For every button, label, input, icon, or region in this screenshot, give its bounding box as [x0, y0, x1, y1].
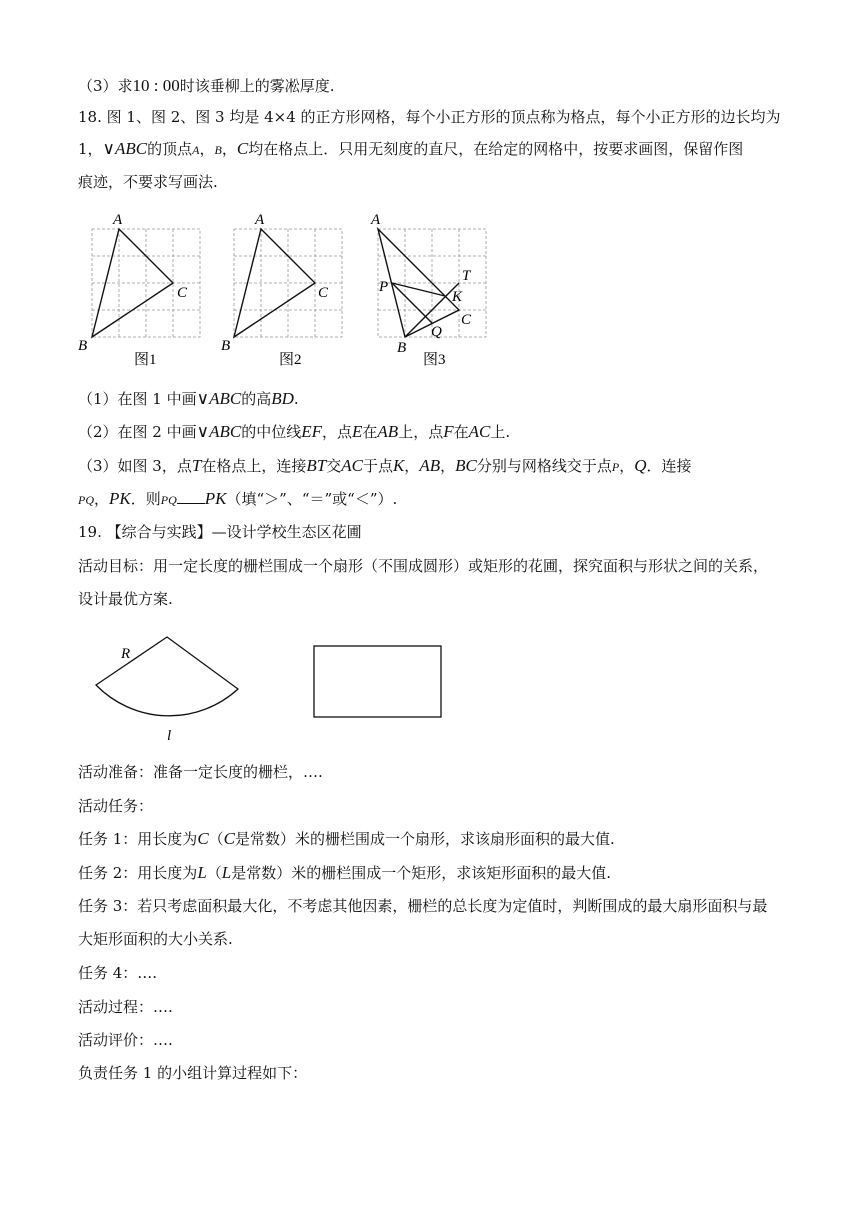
shapes-figure	[90, 632, 450, 744]
label-a: A	[371, 212, 381, 228]
label-t: T	[462, 268, 471, 284]
activity-prep: 活动准备：准备一定长度的栅栏，….	[78, 763, 323, 781]
line-pq	[392, 283, 432, 323]
label-c: C	[318, 285, 329, 301]
caption-fig3: 图3	[423, 352, 446, 368]
label-radius: R	[121, 646, 131, 662]
label-b: B	[78, 338, 88, 354]
part-3-line2: PQ，PK．则PQ PK（填“＞”、“＝”或“＜”）.	[78, 489, 398, 508]
question-18-line1: 18. 图 1、图 2、图 3 均是 4×4 的正方形网格，每个小正方形的顶点称为格点，每个小正方形的边长均为	[78, 108, 781, 126]
activity-evaluation: 活动评价：….	[78, 1031, 173, 1049]
label-arc: l	[167, 728, 172, 744]
line-part3-time: （3）求10 : 00时该垂柳上的雾凇厚度.	[78, 76, 335, 95]
label-a: A	[113, 212, 123, 228]
task-3-line2: 大矩形面积的大小关系.	[78, 930, 233, 948]
question-number: 18.	[78, 108, 102, 126]
task-2: 任务 2：用长度为L（L是常数）米的栅栏围成一个矩形，求该矩形面积的最大值.	[78, 863, 612, 882]
label-b: B	[221, 338, 231, 354]
figure-1	[78, 212, 200, 368]
task-4: 任务 4：….	[78, 964, 158, 982]
figure-3	[370, 212, 486, 368]
question-18-line2: 1，∨ABC的顶点A，B，C均在格点上．只用无刻度的直尺，在给定的网格中，按要求画图，保留作图	[78, 139, 744, 158]
task-3-line1: 任务 3：若只考虑面积最大化，不考虑其他因素，栅栏的总长度为定值时，判断围成的最大扇形面积与最	[78, 897, 768, 915]
sector-shape	[96, 637, 238, 744]
part-2: （2）在图 2 中画∨ABC的中位线EF，点E在AB上，点F在AC上.	[78, 422, 511, 441]
task-1: 任务 1：用长度为C（C是常数）米的栅栏围成一个扇形，求该扇形面积的最大值.	[78, 829, 615, 848]
question-18-line3: 痕迹，不要求写画法.	[78, 173, 218, 191]
label-b: B	[397, 340, 407, 356]
activity-process: 活动过程：….	[78, 998, 173, 1016]
goal-line2: 设计最优方案.	[78, 590, 173, 608]
part-1: （1）在图 1 中画∨ABC的高BD.	[78, 389, 299, 408]
line-pk	[392, 283, 445, 296]
goal-line1: 活动目标：用一定长度的栅栏围成一个扇形（不围成圆形）或矩形的花圃，探究面积与形状之间的关系，	[78, 557, 769, 575]
label-q: Q	[431, 324, 442, 340]
group-calculation: 负责任务 1 的小组计算过程如下：	[78, 1064, 308, 1082]
grid-figures	[70, 208, 490, 373]
caption-fig1: 图1	[134, 352, 157, 368]
answer-blank[interactable]	[177, 489, 205, 504]
time-value: 10 : 00	[132, 76, 180, 95]
label-p: P	[379, 279, 389, 295]
caption-fig2: 图2	[279, 352, 302, 368]
label-c: C	[461, 312, 472, 328]
figure-2	[221, 212, 342, 368]
part-3-line1: （3）如图 3，点T在格点上，连接BT交AC于点K，AB，BC分别与网格线交于点P，Q．连接	[78, 456, 692, 475]
question-number: 19.	[78, 523, 102, 541]
label-c: C	[177, 285, 188, 301]
activity-tasks: 活动任务：	[78, 797, 154, 815]
label-a: A	[255, 212, 265, 228]
label-k: K	[452, 289, 463, 305]
rectangle-shape	[314, 646, 441, 717]
question-19-title: 19. 【综合与实践】—设计学校生态区花圃	[78, 523, 362, 541]
